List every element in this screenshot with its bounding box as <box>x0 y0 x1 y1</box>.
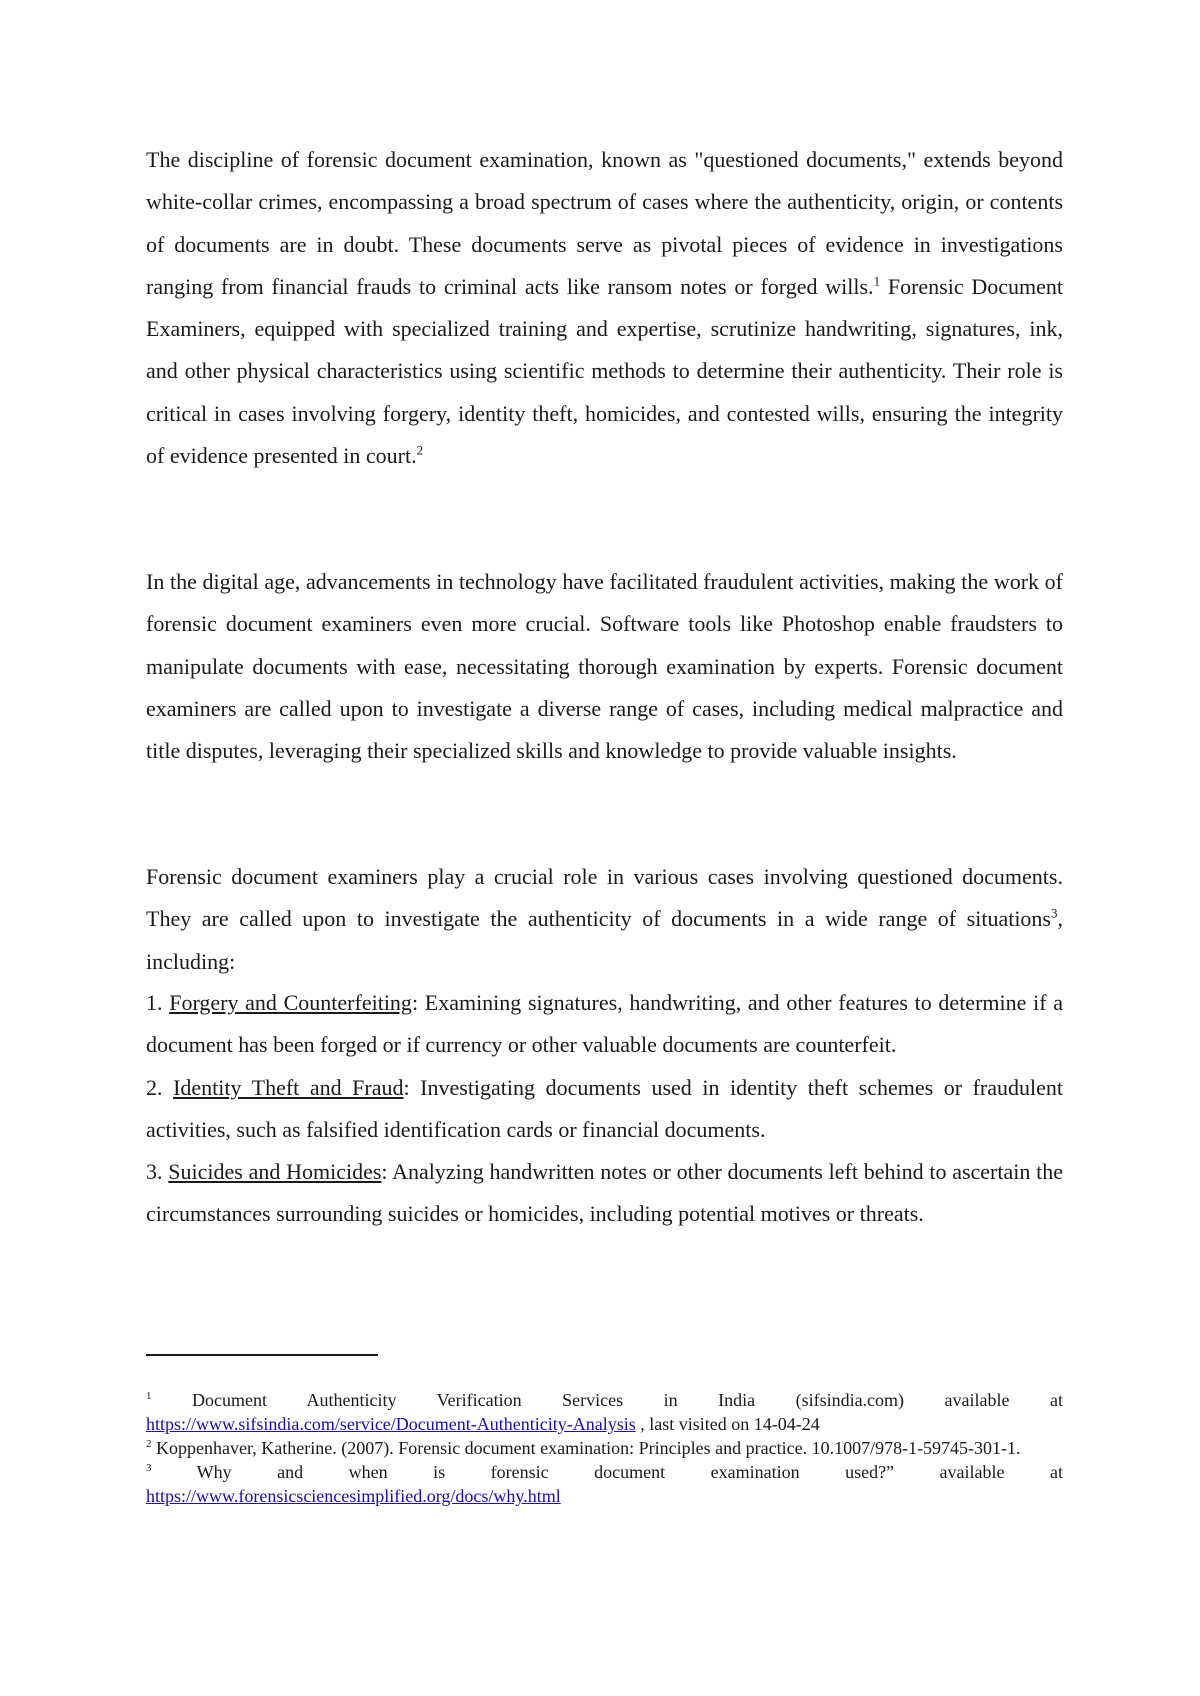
list-item <box>146 1151 1063 1236</box>
footnote-1-link-line <box>146 1412 1063 1436</box>
paragraph-intro-text-b: Forensic Document Examiners, equipped with specialized training and expertise, scrutinize handwriting, signatures, ink, and other physical characteristics using scientific methods to determine their authenticity. Their role is critical in cases involving forgery, identity theft, homicides, and contested wills, ensuring the integrity of evidence presented in court. <box>146 273 1064 469</box>
footnote-text: Koppenhaver, Katherine. (2007). Forensic document examination: Principles and practice. 10.1007/978-1-59745-301-1. <box>151 1438 1021 1458</box>
footnotes <box>146 1388 1063 1508</box>
footnote-text: Why and when is forensic document examination used?” available at <box>151 1462 1063 1482</box>
list-item-term: Identity Theft and Fraud <box>173 1074 404 1100</box>
paragraph-cases-text-a: Forensic document examiners play a crucial role in various cases involving questioned documents. They are called upon to investigate the authenticity of documents in a wide range of situations <box>146 864 1063 932</box>
paragraph-intro <box>146 139 1063 477</box>
footnote-1 <box>146 1388 1063 1412</box>
list-item-term: Suicides and Homicides <box>168 1159 382 1185</box>
footnote-link[interactable]: https://www.forensicsciencesimplified.org/docs/why.html <box>146 1486 561 1506</box>
footnote-ref-3[interactable]: 3 <box>1051 905 1058 921</box>
footnote-2 <box>146 1436 1063 1460</box>
list-item-description: : Analyzing handwritten notes or other documents left behind to ascertain the circumstances surrounding suicides or homicides, including potential motives or threats. <box>146 1159 1064 1227</box>
case-type-list <box>146 982 1063 1236</box>
paragraph-intro-text-a: The discipline of forensic document examination, known as "questioned documents," extends beyond white-collar crimes, encompassing a broad spectrum of cases where the authenticity, origin, or contents of documents are in doubt. These documents serve as pivotal pieces of evidence in investigations ranging from financial frauds to criminal acts like ransom notes or forged wills. <box>146 147 1063 299</box>
list-item-description: : Examining signatures, handwriting, and other features to determine if a document has been forged or if currency or other valuable documents are counterfeit. <box>146 990 1063 1058</box>
list-item-number: 2. <box>146 1074 163 1100</box>
paragraph-digital-age <box>146 561 1063 772</box>
footnote-ref-1[interactable]: 1 <box>873 273 881 289</box>
footnote-3 <box>146 1460 1063 1484</box>
footnote-number: 1 <box>146 1390 152 1402</box>
footnote-ref-2[interactable]: 2 <box>416 442 424 458</box>
footnote-text: Document Authenticity Verification Services in India (sifsindia.com) available at <box>151 1390 1063 1410</box>
footnote-number: 3 <box>146 1462 152 1474</box>
list-item <box>146 982 1063 1067</box>
paragraph-cases <box>146 856 1063 983</box>
footnote-separator <box>146 1354 378 1356</box>
paragraph-cases-text-b: , including: <box>146 906 1063 974</box>
footnote-link[interactable]: https://www.sifsindia.com/service/Document-Authenticity-Analysis <box>146 1414 636 1434</box>
list-item-description: : Investigating documents used in identity theft schemes or fraudulent activities, such as falsified identification cards or financial documents. <box>146 1074 1064 1142</box>
footnote-number: 2 <box>146 1438 152 1450</box>
list-item <box>146 1067 1063 1152</box>
footnote-3-link-line <box>146 1484 1063 1508</box>
footnote-after: , last visited on 14-04-24 <box>635 1414 820 1434</box>
paragraph-digital-age-text: In the digital age, advancements in technology have facilitated fraudulent activities, making the work of forensic document examiners even more crucial. Software tools like Photoshop enable fraudsters to manipulate documents with ease, necessitating thorough examination by experts. Forensic document examiners are called upon to investigate a diverse range of cases, including medical malpractice and title disputes, leveraging their specialized skills and knowledge to provide valuable insights. <box>146 569 1063 764</box>
list-item-number: 1. <box>146 990 163 1015</box>
list-item-term: Forgery and Counterfeiting <box>169 990 412 1015</box>
list-item-number: 3. <box>146 1159 163 1185</box>
